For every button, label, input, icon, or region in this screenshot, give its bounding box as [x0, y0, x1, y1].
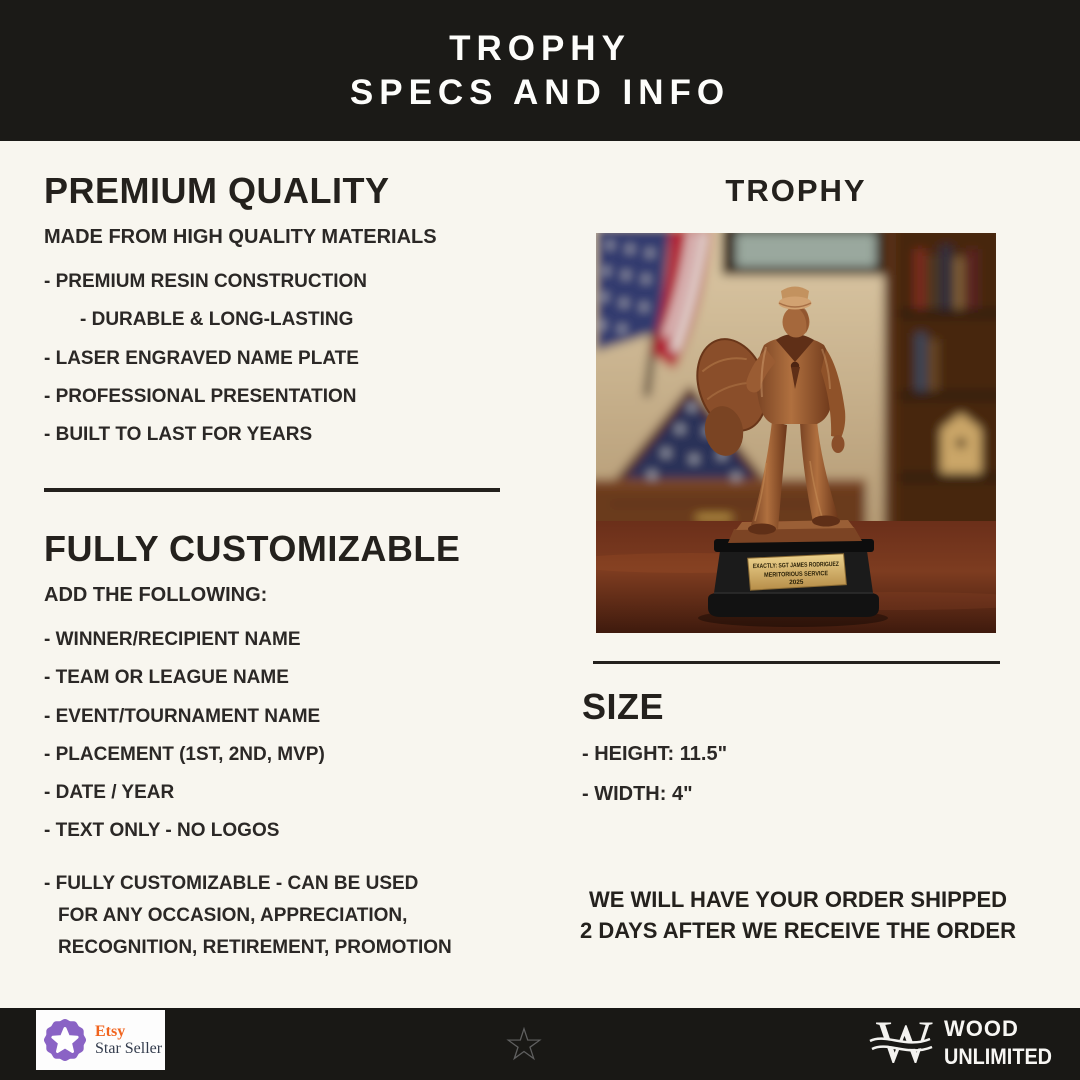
left-divider: [44, 488, 500, 492]
list-item: - PLACEMENT (1ST, 2ND, MVP): [44, 744, 325, 765]
note-line: RECOGNITION, RETIREMENT, PROMOTION: [58, 937, 452, 958]
list-item: - DURABLE & LONG-LASTING: [80, 309, 354, 330]
list-item: - TEAM OR LEAGUE NAME: [44, 667, 289, 688]
shipping-note: [560, 884, 1036, 946]
note-line: FOR ANY OCCASION, APPRECIATION,: [58, 905, 408, 926]
plate-line3: 2025: [789, 578, 804, 587]
right-divider: [593, 661, 1000, 664]
list-item: - DATE / YEAR: [44, 782, 175, 803]
engraved-name-plate: [748, 554, 863, 591]
list-item: - EVENT/TOURNAMENT NAME: [44, 706, 321, 727]
list-item: - PREMIUM RESIN CONSTRUCTION: [44, 271, 367, 292]
bookshelf: [884, 233, 996, 553]
list-item: - BUILT TO LAST FOR YEARS: [44, 424, 313, 445]
shipping-line2: 2 DAYS AFTER WE RECEIVE THE ORDER: [580, 918, 1016, 943]
etsy-label: Etsy: [95, 1023, 126, 1040]
plate-line1: EXACTLY: SGT JAMES RODRIGUEZ: [752, 560, 863, 571]
list-item: - PROFESSIONAL PRESENTATION: [44, 386, 357, 407]
size-width-item: - WIDTH: 4": [582, 783, 693, 805]
fully-customizable-subheading: ADD THE FOLLOWING:: [44, 584, 268, 606]
premium-quality-subheading: MADE FROM HIGH QUALITY MATERIALS: [44, 226, 437, 248]
brand-word-unlimited: UNLIMITED: [944, 1044, 1052, 1069]
star-seller-label: Star Seller: [95, 1040, 163, 1057]
premium-quality-heading: PREMIUM QUALITY: [44, 170, 390, 211]
size-heading: SIZE: [582, 686, 665, 727]
trophy-heading: TROPHY: [725, 173, 867, 208]
brand-monogram: W: [876, 1010, 933, 1075]
trophy-photo-illustration: [596, 233, 996, 633]
sailor-hat: [779, 287, 812, 310]
list-item: - WINNER/RECIPIENT NAME: [44, 629, 301, 650]
shipping-line1: WE WILL HAVE YOUR ORDER SHIPPED: [588, 887, 1008, 912]
header-bar: [0, 0, 1080, 141]
customizable-note: [44, 868, 452, 964]
list-item: - TEXT ONLY - NO LOGOS: [44, 820, 280, 841]
star-seller-seal-icon: [41, 1016, 89, 1064]
list-item: - LASER ENGRAVED NAME PLATE: [44, 348, 359, 369]
wood-unlimited-logo: [868, 1010, 1058, 1076]
etsy-star-seller-badge: [36, 1010, 165, 1070]
header-title-line2: SPECS AND INFO: [349, 72, 731, 112]
fully-customizable-heading: FULLY CUSTOMIZABLE: [44, 528, 461, 569]
wood-unlimited-logo-graphic: [868, 1010, 1058, 1076]
note-line: - FULLY CUSTOMIZABLE - CAN BE USED: [44, 873, 419, 894]
header-title-line1: TROPHY: [449, 28, 631, 68]
brand-word-wood: WOOD: [944, 1016, 1019, 1041]
star-outline-icon: ☆: [503, 1017, 545, 1071]
size-height-item: - HEIGHT: 11.5": [582, 743, 728, 765]
star-seller-text: [95, 1023, 162, 1057]
trophy-photo: [596, 233, 996, 633]
plate-line2: MERITORIOUS SERVICE: [764, 569, 839, 579]
